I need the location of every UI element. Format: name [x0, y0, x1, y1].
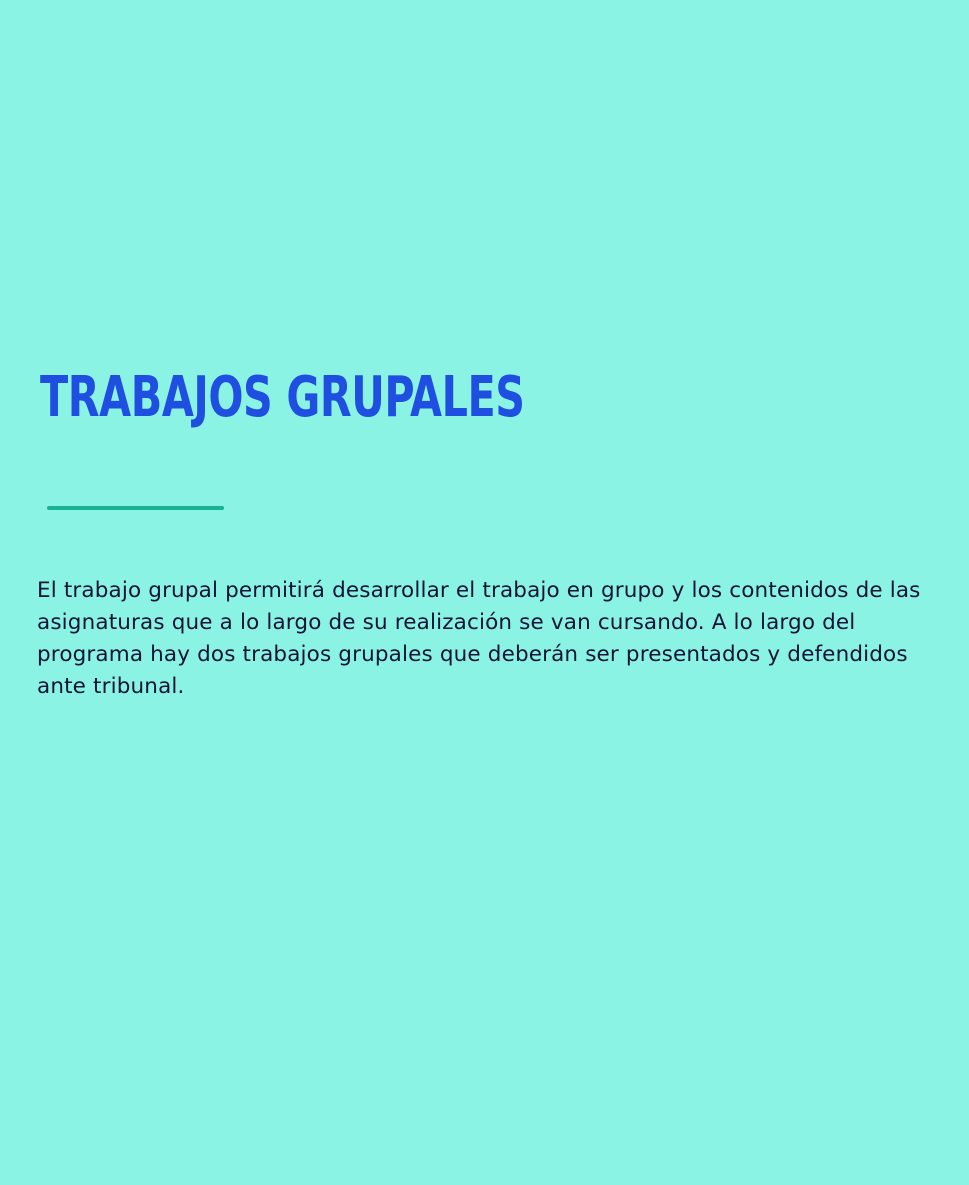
title-divider	[47, 506, 224, 510]
body-paragraph: El trabajo grupal permitirá desarrollar el trabajo en grupo y los contenidos de las asignaturas que a lo largo de su realización se van cursando. A lo largo del programa hay dos trabajos grupales que deberán ser presentados y defendidos ante tribunal.	[37, 578, 921, 699]
page-title: TRABAJOS GRUPALES	[40, 365, 525, 430]
title-block	[40, 365, 930, 430]
